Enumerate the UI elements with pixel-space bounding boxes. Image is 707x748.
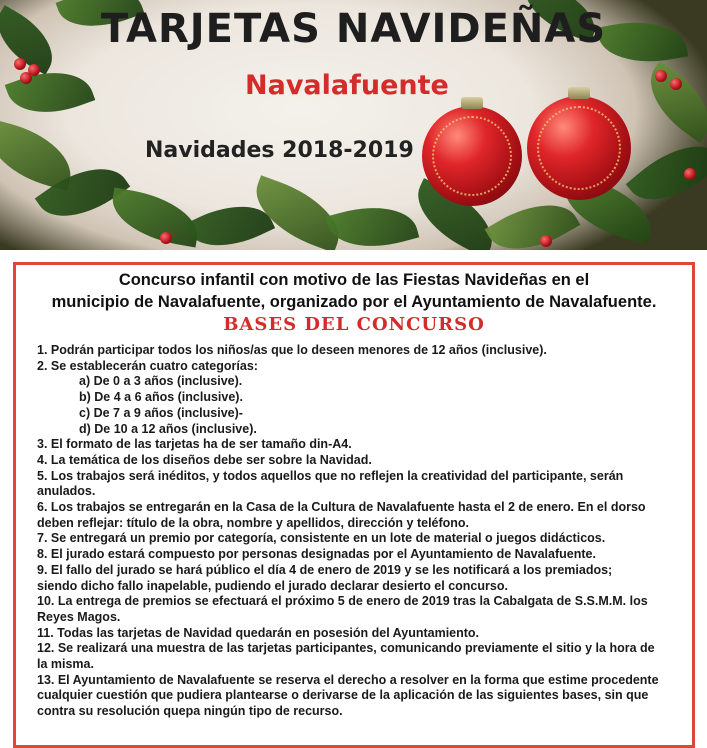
holly-leaf-icon (635, 61, 707, 143)
berry-icon (684, 168, 696, 180)
category-item: a) De 0 a 3 años (inclusive). (79, 374, 243, 389)
rule-item: 3. El formato de las tarjetas ha de ser tamaño din-A4. (37, 437, 352, 452)
rules-list (16, 343, 692, 720)
rule-item: 1. Podrán participar todos los niños/as que lo deseen menores de 12 años (inclusive). (37, 343, 547, 357)
page-title: TARJETAS NAVIDEÑAS (100, 6, 607, 52)
holly-leaf-icon (107, 188, 203, 248)
rule-item: 9. El fallo del jurado se hará público el día 4 de enero de 2019 y se les notificará a los premiados; (37, 562, 613, 577)
intro-line: Concurso infantil con motivo de las Fiestas Navideñas en el (118, 271, 590, 289)
rule-item: anulados. (37, 484, 96, 499)
rule-item: 6. Los trabajos se entregarán en la Casa de la Cultura de Navalafuente hasta el 2 de enero. En el dorso (37, 500, 646, 515)
intro-line: municipio de Navalafuente, organizado por el Ayuntamiento de Navalafuente. (51, 293, 657, 311)
berry-icon (670, 78, 682, 90)
rule-item: 13. El Ayuntamiento de Navalafuente se reserva el derecho a resolver en la forma que estime procedente (37, 672, 659, 687)
rule-item: 4. La temática de los diseños debe ser sobre la Navidad. (37, 452, 372, 467)
page-subtitle: Navalafuente (245, 70, 449, 101)
category-item: c) De 7 a 9 años (inclusive)- (79, 405, 243, 420)
ornament-bauble-icon (422, 106, 522, 206)
season-label: Navidades 2018-2019 (145, 138, 414, 163)
rules-panel (13, 262, 695, 748)
berry-icon (540, 235, 552, 247)
rule-item: deben reflejar: título de la obra, nombre y apellidos, dirección y teléfono. (37, 515, 470, 530)
berry-icon (160, 232, 172, 244)
rule-item: 10. La entrega de premios se efectuará el próximo 5 de enero de 2019 tras la Cabalgata de S.S.M.M. los (37, 594, 648, 609)
berry-icon (655, 70, 667, 82)
berry-icon (14, 58, 26, 70)
ornament-bauble-icon (527, 96, 631, 200)
bases-heading: BASES DEL CONCURSO (223, 314, 485, 335)
header-banner (0, 0, 707, 250)
rule-item: la misma. (37, 657, 94, 672)
rule-item: 2. Se establecerán cuatro categorías: (37, 358, 258, 373)
rule-item: 12. Se realizará una muestra de las tarjetas participantes, comunicando previamente el sitio y la hora de (37, 641, 655, 656)
rule-item: cualquier cuestión que pudiera plantearse o derivarse de la aplicación de las siguientes bases, sin que (37, 688, 649, 703)
rule-item: contra su resolución quepa ningún tipo de recurso. (37, 704, 343, 719)
rule-item: siendo dicho fallo inapelable, pudiendo el jurado declarar desierto el concurso. (37, 578, 508, 593)
rule-item: 11. Todas las tarjetas de Navidad quedarán en posesión del Ayuntamiento. (37, 625, 480, 640)
berry-icon (20, 72, 32, 84)
rule-item: Reyes Magos. (37, 609, 121, 624)
rule-item: 7. Se entregará un premio por categoría, consistente en un lote de material o juegos didácticos. (37, 531, 606, 546)
holly-leaf-icon (326, 195, 419, 250)
rule-item: 5. Los trabajos será inéditos, y todos aquellos que no reflejen la creatividad del participante, serán (37, 468, 624, 483)
category-item: b) De 4 a 6 años (inclusive). (79, 390, 243, 405)
contest-intro (16, 269, 692, 313)
category-item: d) De 10 a 12 años (inclusive). (79, 421, 257, 436)
rule-item: 8. El jurado estará compuesto por personas designadas por el Ayuntamiento de Navalafuente. (37, 547, 596, 562)
